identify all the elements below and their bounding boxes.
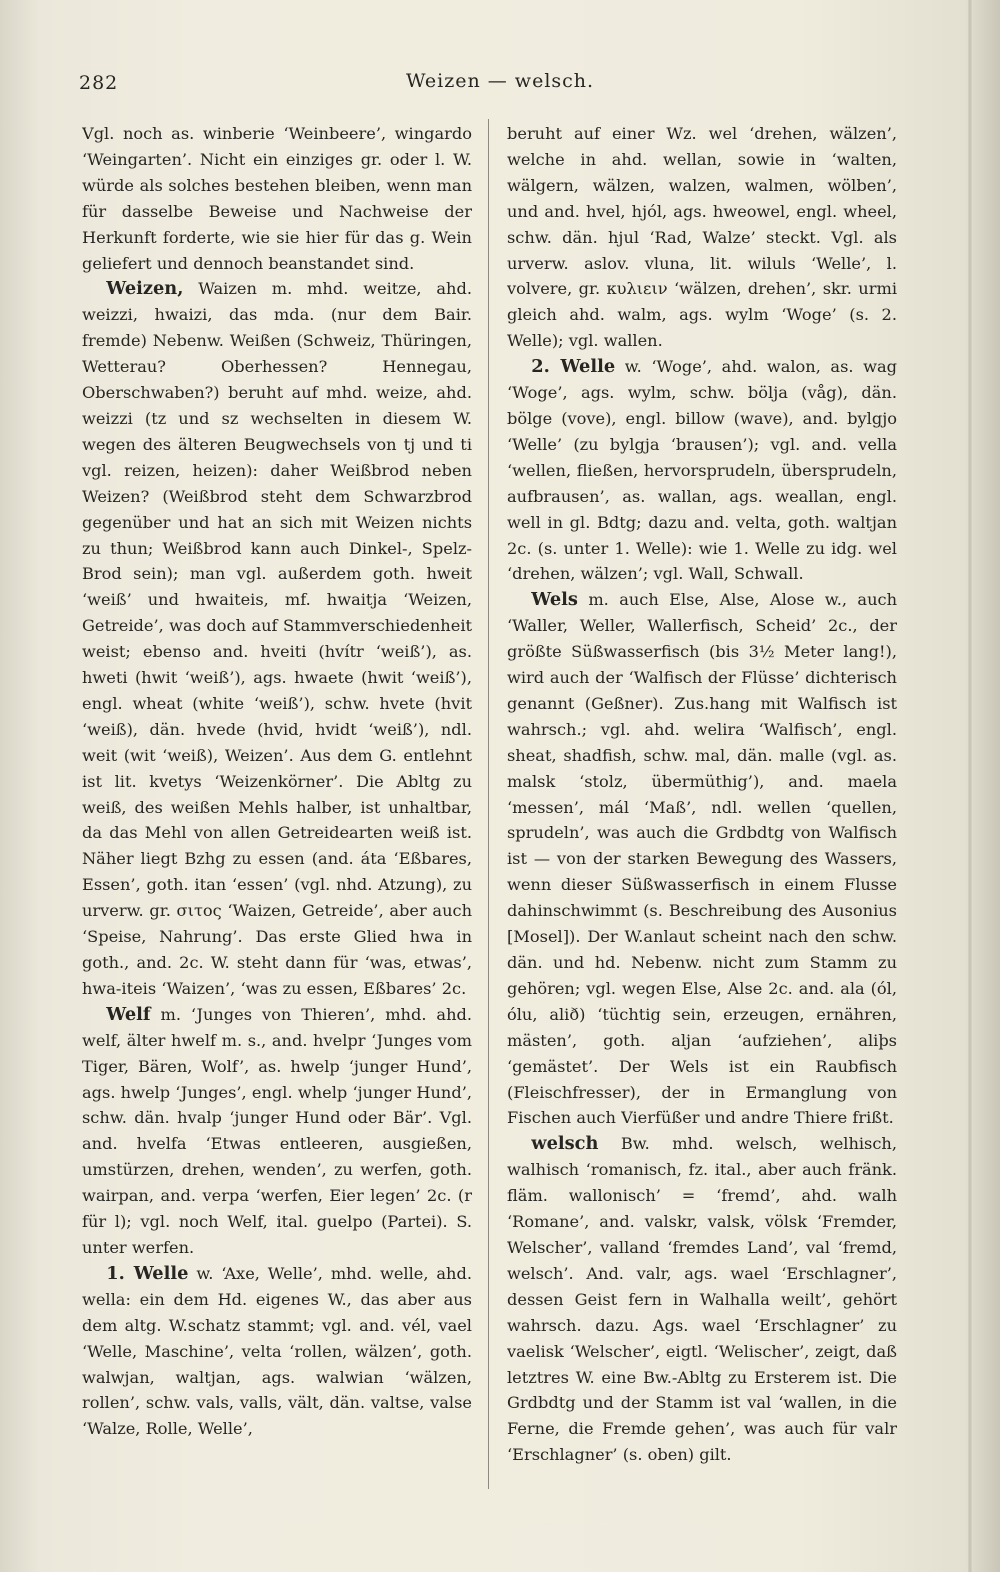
entry-welsch — [507, 1131, 897, 1468]
right-column — [507, 121, 897, 1501]
entry-text: beruht auf einer Wz. wel ‘drehen, wälzen’, welche in ahd. wellan, sowie in ‘walten, wälgern, wälzen, walzen, walmen, wölben’, und and. hvel, hjól, ags. hweowel, engl. wheel, schw. dän. hjul ‘Rad, Walze’ steckt. Vgl. als urverw. aslov. vluna, lit. wiluls ‘Welle’, l. volvere, gr. κυλιειν ‘wälzen, drehen’, skr. urmi gleich ahd. walm, ags. wylm ‘Woge’ (s. 2. Welle); vgl. wallen. — [507, 124, 897, 351]
entry-continuation — [507, 121, 897, 354]
entry-lemma: 1. Welle — [106, 1262, 189, 1284]
entry-weizen — [82, 276, 472, 1001]
entry-text: Vgl. noch as. winberie ‘Weinbeere’, wingardo ‘Weingarten’. Nicht ein einziges gr. oder l. W. würde als solches bestehen bleiben, wenn man für dasselbe Beweise und Nachweise der Herkunft forderte, wie sie hier für das g. Wein geliefert und dennoch beanstandet sind. — [82, 124, 472, 273]
entry-welf — [82, 1002, 472, 1261]
page-fold-shadow — [968, 0, 972, 1572]
entry-text: w. ‘Axe, Welle’, mhd. welle, ahd. wella: ein dem Hd. eigenes W., das aber aus dem altg. W.schatz stammt; vgl. and. vél, vael ‘Welle, Maschine’, velta ‘rollen, wälzen’, goth. walwjan, waltjan, ags. walwian ‘wälzen, rollen’, schw. vals, valls, vält, dän. valtse, valse ‘Walze, Rolle, Welle’, — [82, 1263, 472, 1439]
entry-lemma: 2. Welle — [531, 356, 616, 378]
entry-wels — [507, 587, 897, 1131]
entry-text: Bw. mhd. welsch, welhisch, walhisch ‘romanisch, fz. ital., aber auch fränk. fläm. wallonisch’ = ‘fremd’, ahd. walh ‘Romane’, and. valskr, valsk, völsk ‘Fremder, Welscher’, valland ‘fremdes Land’, val ‘fremd, welsch’. And. valr, ags. wael ‘Erschlagner’, dessen Geist fern in Walhalla weilt’, gehört wahrsch. dazu. Ags. wael ‘Erschlagner’ zu vaelisk ‘Welscher’, eigtl. ‘Welischer’, zeigt, daß letztres W. eine Bw.-Abltg zu Ersterem ist. Die Grdbdtg und der Stamm ist val ‘wallen, in die Ferne, die Fremde gehen’, was auch für valr ‘Erschlagner’ (s. oben) gilt. — [507, 1134, 897, 1465]
left-column — [82, 121, 472, 1501]
entry-lemma: welsch — [531, 1133, 599, 1155]
entry-text: m. auch Else, Alse, Alose w., auch ‘Waller, Weller, Wallerfisch, Scheid’ 2c., der größte Süßwasserfisch (bis 3½ Meter lang!), wird auch der ‘Walfisch der Flüsse’ dichterisch genannt (Geßner). Zus.hang mit Walfisch ist wahrsch.; vgl. ahd. welira ‘Walfisch’, engl. sheat, shadfish, schw. mal, dän. malle (vgl. as. malsk ‘stolz, übermüthig’), and. maela ‘messen’, mál ‘Maß’, ndl. wellen ‘quellen, sprudeln’, was auch die Grdbdtg von Walfisch ist — von der starken Bewegung des Wassers, wenn dieser Süßwasserfisch in einem Flusse dahinschwimmt (s. Beschreibung des Ausonius [Mosel]). Der W.anlaut scheint nach den schw. dän. und hd. Nebenw. nicht zum Stamm zu gehören; vgl. wegen Else, Alse 2c. and. ala (ól, ólu, alið) ‘tüchtig sein, erzeugen, ernähren, mästen’, goth. aljan ‘aufziehen’, aliþs ‘gemästet’. Der Wels ist ein Raubfisch (Fleischfresser), der in Ermanglung von Fischen auch Vierfüßer und andre Thiere frißt. — [507, 590, 897, 1128]
entry-text: m. ‘Junges von Thieren’, mhd. ahd. welf, älter hwelf m. s., and. hvelpr ‘Junges vom Tiger, Bären, Wolf’, as. hwelp ‘junger Hund’, ags. hwelp ‘Junges’, engl. whelp ‘junger Hund’, schw. dän. hvalp ‘junger Hund oder Bär’. Vgl. and. hvelfa ‘Etwas entleeren, ausgießen, umstürzen, drehen, wenden’, zu werfen, goth. wairpan, and. verpa ‘werfen, Eier legen’ 2c. (r für l); vgl. noch Welf, ital. guelpo (Partei). S. unter werfen. — [82, 1004, 472, 1257]
entry-lemma: Wels — [531, 589, 578, 611]
entry-text: Waizen m. mhd. weitze, ahd. weizzi, hwaizi, das mda. (nur dem Bair. fremde) Nebenw. Weißen (Schweiz, Thüringen, Wetterau? Oberhessen? Hennegau, Oberschwaben?) beruht auf mhd. weize, ahd. weizzi (tz und sz wechselten in diesem W. wegen des älteren Beugwechsels von tj und ti vgl. reizen, heizen): daher Weißbrod neben Weizen? (Weißbrod steht dem Schwarzbrod gegenüber und hat an sich mit Weizen nichts zu thun; Weißbrod kann auch Dinkel-, Spelz-Brod sein); man vgl. außerdem goth. hweit ‘weiß’ und hwaiteis, mf. hwaitja ‘Weizen, Getreide’, was doch auf Stammverschiedenheit weist; ebenso and. hveiti (hvítr ‘weiß’), as. hweti (hwit ‘weiß’), ags. hwaete (hwit ‘weiß’), engl. wheat (white ‘weiß’), schw. hvete (hvit ‘weiß), dän. hvede (hvid, hvidt ‘weiß’), ndl. weit (wit ‘weiß), Weizen’. Aus dem G. entlehnt ist lit. kvetys ‘Weizenkörner’. Die Abltg zu weiß, des weißen Mehls halber, ist unhaltbar, da das Mehl von allen Getreidearten weiß ist. Näher liegt Bzhg zu essen (and. áta ‘Eßbares, Essen’, goth. itan ‘essen’ (vgl. nhd. Atzung), zu urverw. gr. σιτος ‘Waizen, Getreide’, aber auch ‘Speise, Nahrung’. Das erste Glied hwa in goth., and. 2c. W. steht dann für ‘was, etwas’, hwa-iteis ‘Waizen’, ‘was zu essen, Eßbares’ 2c. — [82, 279, 472, 998]
entry-text: w. ‘Woge’, ahd. walon, as. wag ‘Woge’, ags. wylm, schw. bölja (våg), dän. bölge (vove), engl. billow (wave), and. bylgjo ‘Welle’ (zu bylgja ‘brausen’); vgl. and. vella ‘wellen, fließen, hervorsprudeln, übersprudeln, aufbrausen’, as. wallan, ags. weallan, engl. well in gl. Bdtg; dazu and. velta, goth. waltjan 2c. (s. unter 1. Welle): wie 1. Welle zu idg. wel ‘drehen, wälzen’; vgl. Wall, Schwall. — [507, 357, 897, 584]
entry-continuation — [82, 121, 472, 276]
entry-lemma: Welf — [106, 1003, 151, 1025]
page-number: 282 — [79, 72, 119, 94]
entry-lemma: Weizen, — [106, 278, 184, 300]
running-title: Weizen — welsch. — [405, 70, 595, 92]
entry-welle-1 — [82, 1261, 472, 1442]
column-divider — [488, 119, 489, 1489]
entry-welle-2 — [507, 354, 897, 587]
